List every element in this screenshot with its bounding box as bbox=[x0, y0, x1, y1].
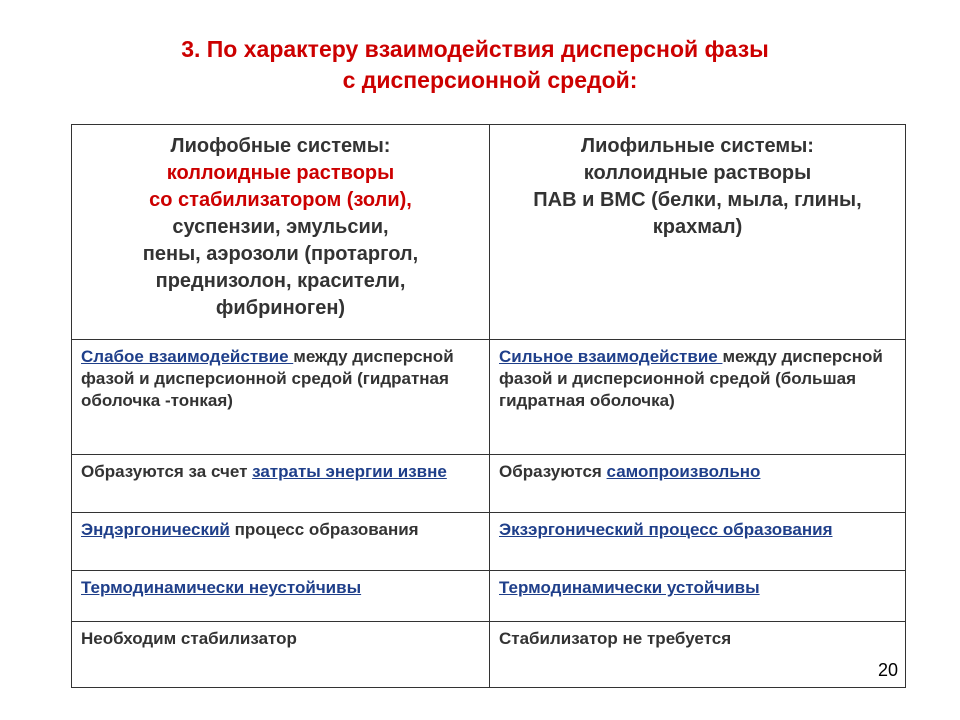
lyophobic-line-5: преднизолон, красители, bbox=[155, 270, 406, 292]
row-formation-left bbox=[72, 455, 490, 513]
formation-right-text: Образуются bbox=[499, 462, 607, 481]
table-row bbox=[72, 622, 906, 688]
table-row bbox=[72, 571, 906, 622]
lyophobic-red-line-1: коллоидные растворы bbox=[166, 162, 395, 184]
lyophilic-line-3: ПАВ и ВМС (белки, мыла, глины, bbox=[533, 189, 862, 211]
slide-title bbox=[0, 34, 960, 96]
endergonic-text: процесс образования bbox=[229, 520, 419, 539]
lyophilic-title: Лиофильные системы: bbox=[581, 135, 814, 157]
strong-interaction-text: между дисперсной фазой и дисперсионной средой (большая гидратная оболочка) bbox=[499, 347, 883, 410]
lyophobic-title: Лиофобные системы: bbox=[170, 135, 391, 157]
lyophilic-line-4: крахмал) bbox=[652, 216, 743, 238]
row-formation-right bbox=[490, 455, 906, 513]
table-row bbox=[72, 455, 906, 513]
header-row bbox=[72, 125, 906, 340]
row-process-left bbox=[72, 513, 490, 571]
stable-link[interactable]: Термодинамически устойчивы bbox=[499, 578, 760, 597]
lyophobic-red-line-2: со стабилизатором (золи), bbox=[149, 189, 412, 211]
title-line-1: 3. По характеру взаимодействия дисперсной фазы bbox=[181, 36, 769, 62]
lyophobic-line-6: фибриноген) bbox=[215, 297, 346, 319]
spontaneous-link[interactable]: самопроизвольно bbox=[606, 462, 761, 481]
lyophilic-line-2: коллоидные растворы bbox=[583, 162, 812, 184]
lyophobic-line-3: суспензии, эмульсии, bbox=[172, 216, 389, 238]
table-row bbox=[72, 513, 906, 571]
title-line-2: с дисперсионной средой: bbox=[342, 67, 638, 93]
comparison-table bbox=[71, 124, 906, 688]
header-lyophobic bbox=[72, 125, 490, 340]
table-row bbox=[72, 340, 906, 455]
row-process-right bbox=[490, 513, 906, 571]
stabilizer-needed-text: Необходим стабилизатор bbox=[81, 629, 297, 648]
energy-cost-link[interactable]: затраты энергии извне bbox=[252, 462, 447, 481]
stabilizer-not-needed-text: Стабилизатор не требуется bbox=[499, 629, 732, 648]
lyophobic-line-4: пены, аэрозоли (протаргол, bbox=[142, 243, 419, 265]
header-lyophilic bbox=[490, 125, 906, 340]
row-stability-right bbox=[490, 571, 906, 622]
row-stability-left bbox=[72, 571, 490, 622]
row-interaction-right bbox=[490, 340, 906, 455]
row-stabilizer-right bbox=[490, 622, 906, 688]
row-interaction-left bbox=[72, 340, 490, 455]
weak-interaction-text: между дисперсной фазой и дисперсионной средой (гидратная оболочка -тонкая) bbox=[81, 347, 454, 410]
page-number: 20 bbox=[878, 660, 899, 680]
endergonic-link[interactable]: Эндэргонический bbox=[81, 520, 230, 539]
unstable-link[interactable]: Термодинамически неустойчивы bbox=[81, 578, 362, 597]
row-stabilizer-left bbox=[72, 622, 490, 688]
exergonic-link[interactable]: Экзэргонический процесс образования bbox=[499, 520, 833, 539]
strong-interaction-link[interactable]: Сильное взаимодействие bbox=[499, 347, 723, 366]
weak-interaction-link[interactable]: Слабое взаимодействие bbox=[81, 347, 294, 366]
formation-left-text: Образуются за счет bbox=[81, 462, 253, 481]
